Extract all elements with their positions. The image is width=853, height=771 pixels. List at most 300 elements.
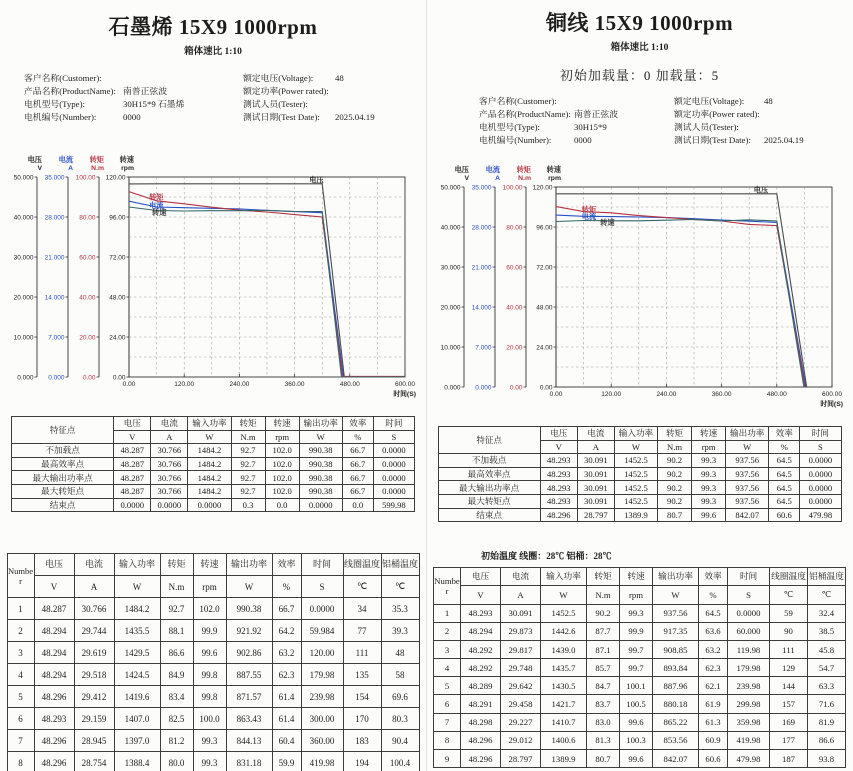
row-number: 9 [434, 750, 461, 768]
cell-value: 0.0000 [301, 598, 343, 620]
axis-tick-label: 0.00 [82, 374, 96, 382]
info-value: 48 [764, 96, 773, 106]
column-unit: rpm [692, 440, 726, 454]
series-2 [556, 204, 805, 387]
cell-value: 887.55 [226, 664, 272, 686]
panel-copper-report [426, 0, 852, 771]
table-row [12, 457, 415, 471]
cell-value: 30.091 [501, 604, 541, 622]
cell-value: 0.0000 [800, 481, 841, 495]
info-label: 额定电压(Voltage): [674, 96, 745, 106]
cell-value: 1389.9 [614, 508, 657, 522]
report-title: 铜线 15X9 1000rpm [545, 11, 734, 35]
cell-value: 28.797 [577, 508, 614, 522]
axis-tick-label: 24.00 [536, 344, 553, 352]
cell-value: 1421.7 [541, 695, 587, 713]
cell-value: 360.00 [301, 730, 343, 752]
cell-value: 1452.5 [614, 467, 657, 481]
column-unit: W [614, 440, 657, 454]
cell-value: 99.3 [193, 730, 226, 752]
x-axis-label: 时间(S) [820, 401, 843, 408]
cell-value: 100.4 [381, 752, 419, 771]
cell-value: 64.2 [272, 620, 301, 642]
cell-value: 194 [343, 752, 381, 771]
cell-value: 990.38 [299, 471, 342, 485]
cell-value: 29.412 [74, 686, 114, 708]
axis-tick-label: 35.000 [44, 174, 65, 182]
cell-value: 183 [343, 730, 381, 752]
info-value [764, 121, 852, 134]
cell-value: 81.3 [587, 731, 620, 749]
table-corner-header: Number [434, 568, 461, 604]
row-number: 7 [434, 713, 461, 731]
column-unit: S [373, 430, 414, 444]
cell-value: 99.9 [193, 620, 226, 642]
column-header: 输入功率 [614, 427, 657, 441]
column-header: 转速 [620, 568, 653, 586]
cell-value: 77 [343, 620, 381, 642]
table-row [438, 481, 841, 495]
table-row [7, 730, 419, 752]
axis-tick-label: 40.00 [79, 294, 96, 302]
cell-value: 84.7 [587, 677, 620, 695]
column-unit: W [653, 586, 699, 604]
column-header: 铝桶温度 [808, 568, 846, 586]
series-3 [556, 220, 804, 388]
loading-amount-line: 初始加载量：0 加载量：5 [559, 68, 720, 83]
axis-tick-label: 28.000 [471, 224, 492, 232]
column-unit: A [151, 430, 188, 444]
cell-value: 90 [770, 622, 808, 640]
info-label: 电机编号(Number): [479, 135, 552, 145]
cell-value: 865.22 [653, 713, 699, 731]
column-unit: A [501, 586, 541, 604]
row-number: 2 [434, 622, 461, 640]
cell-value: 60.6 [699, 750, 728, 768]
feature-point-table [427, 426, 852, 522]
motor-test-chart [7, 153, 419, 404]
cell-value: 83.0 [587, 713, 620, 731]
table-corner-header: 特征点 [12, 417, 114, 444]
cell-value: 38.5 [808, 622, 846, 640]
column-unit: W [188, 430, 231, 444]
cell-value: 917.35 [653, 622, 699, 640]
table-row [438, 467, 841, 481]
table-corner-header: Number [7, 554, 34, 598]
row-number: 5 [7, 686, 34, 708]
column-unit: W [541, 586, 587, 604]
cell-value: 64.5 [769, 467, 800, 481]
table-row [438, 494, 841, 508]
cell-value: 1419.6 [114, 686, 160, 708]
row-number: 8 [434, 731, 461, 749]
cell-value: 66.7 [342, 484, 373, 498]
column-header: 效率 [342, 417, 373, 431]
cell-value: 990.38 [226, 598, 272, 620]
column-unit: V [114, 430, 151, 444]
info-label: 测试日期(Test Date): [243, 112, 320, 122]
info-label: 电机型号(Type): [24, 99, 85, 109]
cell-value: 300.00 [301, 708, 343, 730]
cell-value: 0.0000 [299, 498, 342, 512]
cell-value: 48.296 [34, 730, 74, 752]
column-unit: N.m [160, 576, 193, 598]
x-tick-label: 240.00 [229, 381, 250, 388]
table-row [434, 640, 846, 658]
cell-value: 48.293 [34, 708, 74, 730]
cell-value: 187 [770, 750, 808, 768]
cell-value: 99.9 [620, 622, 653, 640]
cell-value: 64.5 [769, 454, 800, 468]
cell-value: 30.766 [151, 444, 188, 458]
row-number: 7 [7, 730, 34, 752]
cell-value: 39.3 [381, 620, 419, 642]
axis-tick-label: 10.000 [440, 344, 461, 352]
cell-value: 937.56 [726, 494, 769, 508]
cell-value: 90.2 [587, 604, 620, 622]
curve-label: 转矩 [149, 192, 164, 202]
column-header: 电流 [501, 568, 541, 586]
info-label: 测试人员(Tester): [243, 99, 308, 109]
cell-value: 92.7 [231, 457, 265, 471]
row-label: 不加载点 [438, 454, 540, 468]
cell-value: 170 [343, 708, 381, 730]
cell-value: 64.5 [699, 604, 728, 622]
cell-value: 54.7 [808, 659, 846, 677]
cell-value: 419.98 [728, 731, 770, 749]
cell-value: 30.091 [577, 494, 614, 508]
column-unit: W [726, 440, 769, 454]
column-header: 时间 [301, 554, 343, 576]
axis-tick-label: 20.000 [13, 294, 34, 302]
axis-tick-label: 0.000 [17, 374, 34, 382]
column-header: 转速 [692, 427, 726, 441]
cell-value: 62.1 [699, 677, 728, 695]
info-label: 测试日期(Test Date): [674, 135, 751, 145]
cell-value: 29.619 [74, 642, 114, 664]
curve-label: 电流 [149, 201, 164, 210]
cell-value: 937.56 [653, 604, 699, 622]
axis-tick-label: 0.00 [112, 374, 126, 382]
axis-tick-label: 0.000 [475, 384, 492, 392]
cell-value: 71.6 [808, 695, 846, 713]
x-tick-label: 600.00 [395, 381, 415, 388]
cell-value: 99.7 [620, 659, 653, 677]
cell-value: 887.96 [653, 677, 699, 695]
row-label: 最高效率点 [12, 457, 114, 471]
cell-value: 35.3 [381, 598, 419, 620]
column-unit: rpm [193, 576, 226, 598]
x-tick-label: 240.00 [656, 391, 677, 398]
cell-value: 82.5 [160, 708, 193, 730]
column-unit: V [540, 440, 577, 454]
cell-value: 80.0 [160, 752, 193, 771]
row-number: 4 [434, 659, 461, 677]
cell-value: 0.0000 [114, 498, 151, 512]
axis-unit: A [68, 165, 73, 172]
cell-value: 29.744 [74, 620, 114, 642]
column-unit: N.m [231, 430, 265, 444]
x-tick-label: 0.00 [122, 381, 136, 388]
axis-unit: rpm [121, 165, 134, 172]
cell-value: 937.56 [726, 454, 769, 468]
curve-label: 转矩 [581, 204, 597, 214]
cell-value: 99.6 [620, 750, 653, 768]
cell-value: 179.98 [728, 659, 770, 677]
cell-value: 48.293 [540, 481, 577, 495]
column-unit: V [34, 576, 74, 598]
column-header: 输出功率 [299, 417, 342, 431]
cell-value: 239.98 [301, 686, 343, 708]
axis-tick-label: 30.000 [440, 264, 461, 272]
cell-value: 177 [770, 731, 808, 749]
cell-value: 29.642 [501, 677, 541, 695]
cell-value: 0.3 [231, 498, 265, 512]
cell-value: 1388.4 [114, 752, 160, 771]
cell-value: 154 [343, 686, 381, 708]
axis-tick-label: 40.00 [506, 304, 523, 312]
table-row [434, 659, 846, 677]
column-unit: W [114, 576, 160, 598]
cell-value: 61.4 [272, 686, 301, 708]
table-row [434, 713, 846, 731]
cell-value: 92.7 [231, 484, 265, 498]
table-row [438, 508, 841, 522]
cell-value: 0.0000 [728, 604, 770, 622]
cell-value: 48.292 [461, 640, 501, 658]
axis-tick-label: 120.00 [105, 174, 126, 182]
cell-value: 359.98 [728, 713, 770, 731]
table-row [12, 444, 415, 458]
column-unit: S [800, 440, 841, 454]
cell-value: 102.0 [265, 471, 299, 485]
cell-value: 99.6 [620, 713, 653, 731]
cell-value: 66.7 [342, 444, 373, 458]
cell-value: 1424.5 [114, 664, 160, 686]
column-unit: N.m [587, 586, 620, 604]
column-header: 电流 [74, 554, 114, 576]
row-label: 最大输出功率点 [12, 471, 114, 485]
cell-value: 99.3 [692, 454, 726, 468]
column-header: 输入功率 [114, 554, 160, 576]
cell-value: 32.4 [808, 604, 846, 622]
row-number: 5 [434, 677, 461, 695]
cell-value: 84.9 [160, 664, 193, 686]
axis-tick-label: 72.00 [536, 264, 553, 272]
cell-value: 29.458 [501, 695, 541, 713]
cell-value: 48.294 [34, 664, 74, 686]
row-label: 最高效率点 [438, 467, 540, 481]
table-row [12, 471, 415, 485]
cell-value: 48.296 [34, 686, 74, 708]
cell-value: 30.091 [577, 481, 614, 495]
axis-tick-label: 50.000 [13, 174, 34, 182]
cell-value: 48.294 [34, 620, 74, 642]
cell-value: 30.091 [577, 467, 614, 481]
cell-value: 29.518 [74, 664, 114, 686]
column-unit: V [461, 586, 501, 604]
column-unit: % [769, 440, 800, 454]
curve-label: 电流 [581, 211, 597, 221]
column-header: 电压 [114, 417, 151, 431]
table-row [7, 620, 419, 642]
cell-value: 479.98 [728, 750, 770, 768]
cell-value: 99.3 [620, 604, 653, 622]
cell-value: 92.7 [231, 444, 265, 458]
axis-tick-label: 28.000 [44, 214, 65, 222]
measurement-table [0, 553, 426, 771]
column-unit: A [577, 440, 614, 454]
cell-value: 102.0 [265, 457, 299, 471]
cell-value: 29.227 [501, 713, 541, 731]
column-header: 转速 [193, 554, 226, 576]
cell-value: 0.0000 [800, 467, 841, 481]
cell-value: 66.7 [272, 598, 301, 620]
cell-value: 853.56 [653, 731, 699, 749]
cell-value: 92.7 [231, 471, 265, 485]
row-number: 6 [7, 708, 34, 730]
cell-value: 0.0000 [151, 498, 188, 512]
cell-value: 169 [770, 713, 808, 731]
column-unit: ℃ [770, 586, 808, 604]
x-tick-label: 480.00 [766, 391, 787, 398]
cell-value: 48.289 [461, 677, 501, 695]
axis-tick-label: 20.000 [440, 304, 461, 312]
cell-value: 63.6 [699, 622, 728, 640]
axis-tick-label: 50.000 [440, 184, 461, 192]
cell-value: 86.6 [160, 642, 193, 664]
column-header: 输入功率 [188, 417, 231, 431]
x-axis-label: 时间(S) [393, 391, 416, 398]
cell-value: 990.38 [299, 457, 342, 471]
column-unit: A [74, 576, 114, 598]
cell-value: 111 [770, 640, 808, 658]
cell-value: 48.298 [461, 713, 501, 731]
table-corner-header: 特征点 [438, 427, 540, 454]
cell-value: 48.287 [114, 471, 151, 485]
cell-value: 48.293 [540, 467, 577, 481]
cell-value: 908.85 [653, 640, 699, 658]
axis-unit: N.m [518, 175, 531, 182]
test-curve-chart [7, 153, 426, 409]
panel-graphene-report [0, 0, 426, 771]
column-header: 电流 [151, 417, 188, 431]
info-value [123, 72, 243, 85]
cell-value: 29.817 [501, 640, 541, 658]
cell-value: 1435.7 [541, 659, 587, 677]
axis-tick-label: 14.000 [44, 294, 65, 302]
info-label: 客户名称(Customer): [24, 73, 102, 83]
cell-value: 48.294 [461, 622, 501, 640]
cell-value: 1400.6 [541, 731, 587, 749]
cell-value: 842.07 [726, 508, 769, 522]
table-row [7, 752, 419, 771]
cell-value: 48.287 [34, 598, 74, 620]
cell-value: 179.98 [301, 664, 343, 686]
column-unit: S [301, 576, 343, 598]
column-header: 转矩 [160, 554, 193, 576]
column-header: 输出功率 [653, 568, 699, 586]
report-title: 石墨烯 15X9 1000rpm [108, 15, 318, 39]
cell-value: 1452.5 [614, 454, 657, 468]
cell-value: 0.0000 [373, 444, 414, 458]
column-header: 转矩 [231, 417, 265, 431]
info-value: 南普正弦波 [123, 86, 167, 96]
cell-value: 83.4 [160, 686, 193, 708]
cell-value: 48.291 [461, 695, 501, 713]
x-tick-label: 360.00 [711, 391, 732, 398]
cell-value: 64.5 [769, 494, 800, 508]
axis-tick-label: 7.000 [475, 344, 492, 352]
info-label: 额定功率(Power rated): [243, 86, 329, 96]
cell-value: 135 [343, 664, 381, 686]
info-value [764, 108, 852, 121]
info-label: 电机型号(Type): [479, 122, 540, 132]
cell-value: 30.766 [74, 598, 114, 620]
cell-value: 1442.6 [541, 622, 587, 640]
x-tick-label: 120.00 [174, 381, 195, 388]
cell-value: 80.3 [381, 708, 419, 730]
table-row [434, 604, 846, 622]
cell-value: 86.6 [808, 731, 846, 749]
table-row [7, 664, 419, 686]
cell-value: 831.18 [226, 752, 272, 771]
axis-tick-label: 60.00 [506, 264, 523, 272]
cell-value: 66.7 [342, 471, 373, 485]
axis-tick-label: 40.000 [440, 224, 461, 232]
cell-value: 0.0000 [800, 454, 841, 468]
cell-value: 120.00 [301, 642, 343, 664]
cell-value: 0.0 [342, 498, 373, 512]
axis-unit: V [37, 165, 42, 172]
cell-value: 1484.2 [188, 484, 231, 498]
cell-value: 30.766 [151, 457, 188, 471]
axis-tick-label: 14.000 [471, 304, 492, 312]
cell-value: 48 [381, 642, 419, 664]
cell-value: 157 [770, 695, 808, 713]
cell-value: 87.7 [587, 622, 620, 640]
column-unit: N.m [658, 440, 692, 454]
cell-value: 0.0000 [373, 471, 414, 485]
table-row [7, 598, 419, 620]
cell-value: 1484.2 [188, 457, 231, 471]
cell-value: 80.7 [587, 750, 620, 768]
row-number: 6 [434, 695, 461, 713]
column-unit: % [342, 430, 373, 444]
info-label: 额定电压(Voltage): [243, 73, 314, 83]
row-number: 1 [7, 598, 34, 620]
column-header: 电压 [34, 554, 74, 576]
info-block [24, 72, 426, 124]
column-unit: % [272, 576, 301, 598]
column-header: 时间 [728, 568, 770, 586]
axis-unit: N.m [91, 165, 104, 172]
cell-value: 29.748 [501, 659, 541, 677]
cell-value: 871.57 [226, 686, 272, 708]
axis-tick-label: 96.00 [536, 224, 553, 232]
axis-tick-label: 10.000 [13, 334, 34, 342]
axis-tick-label: 48.00 [536, 304, 553, 312]
gearbox-ratio-subtitle: 箱体速比 1:10 [184, 47, 242, 57]
axis-tick-label: 21.000 [471, 264, 492, 272]
row-label: 最大转矩点 [12, 484, 114, 498]
axis-name: 转矩 [516, 165, 531, 174]
cell-value: 100.3 [620, 731, 653, 749]
column-header: 线圈温度 [343, 554, 381, 576]
cell-value: 29.873 [501, 622, 541, 640]
cell-value: 90.4 [381, 730, 419, 752]
axis-name: 转速 [546, 165, 561, 174]
